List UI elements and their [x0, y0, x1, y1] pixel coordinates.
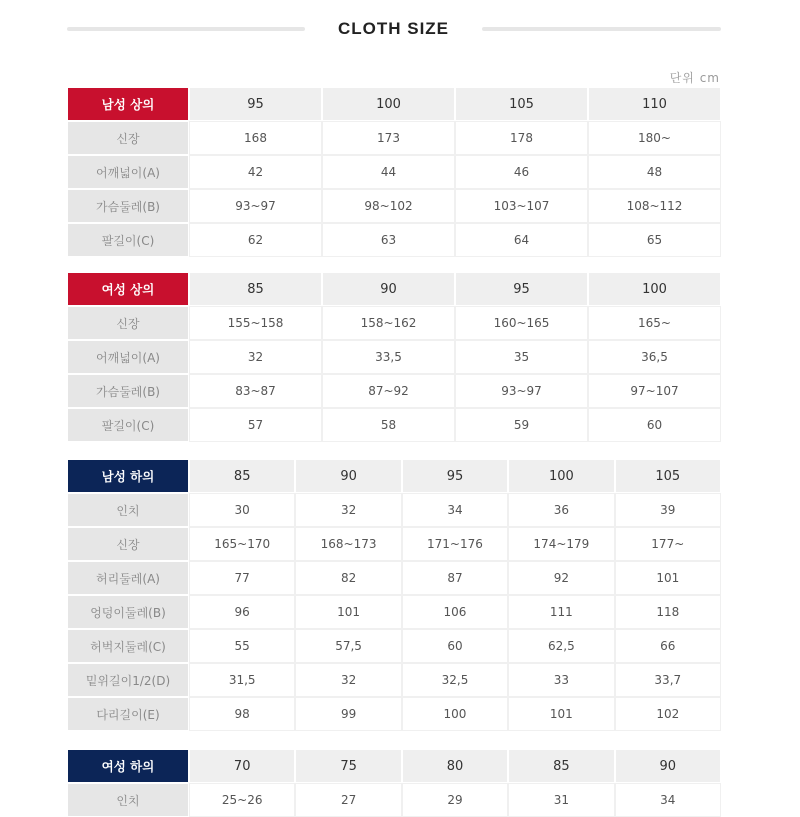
- value-cell: 173: [322, 121, 455, 155]
- row-label: 엉덩이둘레(B): [67, 595, 189, 629]
- value-cell: 32: [295, 493, 401, 527]
- value-cell: 98: [189, 697, 295, 731]
- header-divider-left: [67, 27, 305, 31]
- value-cell: 60: [588, 408, 721, 442]
- value-cell: 60: [402, 629, 508, 663]
- value-cell: 106: [402, 595, 508, 629]
- value-cell: 39: [615, 493, 721, 527]
- value-cell: 32: [295, 663, 401, 697]
- value-cell: 155~158: [189, 306, 322, 340]
- table-row: [67, 408, 721, 442]
- value-cell: 101: [615, 561, 721, 595]
- size-table: [67, 459, 721, 731]
- size-header-cell: 85: [189, 459, 295, 493]
- value-cell: 174~179: [508, 527, 614, 561]
- value-cell: 55: [189, 629, 295, 663]
- value-cell: 32: [189, 340, 322, 374]
- value-cell: 58: [322, 408, 455, 442]
- size-header-cell: 80: [402, 749, 508, 783]
- table-row: [67, 189, 721, 223]
- value-cell: 32,5: [402, 663, 508, 697]
- value-cell: 62,5: [508, 629, 614, 663]
- value-cell: 99: [295, 697, 401, 731]
- table-row: [67, 527, 721, 561]
- unit-label: 단위 cm: [669, 71, 720, 85]
- value-cell: 33: [508, 663, 614, 697]
- value-cell: 168~173: [295, 527, 401, 561]
- size-header-cell: 105: [455, 87, 588, 121]
- value-cell: 27: [295, 783, 401, 817]
- value-cell: 87~92: [322, 374, 455, 408]
- size-table: [67, 272, 721, 442]
- value-cell: 168: [189, 121, 322, 155]
- row-label: 가슴둘레(B): [67, 189, 189, 223]
- row-label: 허벅지둘레(C): [67, 629, 189, 663]
- row-label: 어깨넓이(A): [67, 340, 189, 374]
- size-header-cell: 90: [322, 272, 455, 306]
- size-header-cell: 110: [588, 87, 721, 121]
- row-label: 어깨넓이(A): [67, 155, 189, 189]
- table-row: [67, 663, 721, 697]
- value-cell: 111: [508, 595, 614, 629]
- table-header-row: [67, 87, 721, 121]
- table-header-row: [67, 272, 721, 306]
- value-cell: 25~26: [189, 783, 295, 817]
- table-row: [67, 561, 721, 595]
- size-header-cell: 105: [615, 459, 721, 493]
- value-cell: 100: [402, 697, 508, 731]
- value-cell: 180~: [588, 121, 721, 155]
- value-cell: 59: [455, 408, 588, 442]
- value-cell: 160~165: [455, 306, 588, 340]
- size-header-cell: 85: [189, 272, 322, 306]
- value-cell: 98~102: [322, 189, 455, 223]
- value-cell: 177~: [615, 527, 721, 561]
- table-row: [67, 223, 721, 257]
- size-header-cell: 70: [189, 749, 295, 783]
- value-cell: 92: [508, 561, 614, 595]
- value-cell: 33,7: [615, 663, 721, 697]
- page-title: CLOTH SIZE: [337, 19, 450, 38]
- value-cell: 77: [189, 561, 295, 595]
- row-label: 허리둘레(A): [67, 561, 189, 595]
- page-header: [0, 16, 800, 42]
- size-header-cell: 85: [508, 749, 614, 783]
- value-cell: 57: [189, 408, 322, 442]
- table-row: [67, 374, 721, 408]
- category-label: 남성 상의: [67, 87, 189, 121]
- value-cell: 96: [189, 595, 295, 629]
- row-label: 인치: [67, 783, 189, 817]
- size-header-cell: 100: [508, 459, 614, 493]
- size-header-cell: 90: [295, 459, 401, 493]
- value-cell: 36,5: [588, 340, 721, 374]
- size-table: [67, 749, 721, 817]
- value-cell: 93~97: [455, 374, 588, 408]
- value-cell: 42: [189, 155, 322, 189]
- size-header-cell: 95: [402, 459, 508, 493]
- size-header-cell: 75: [295, 749, 401, 783]
- value-cell: 82: [295, 561, 401, 595]
- value-cell: 29: [402, 783, 508, 817]
- value-cell: 62: [189, 223, 322, 257]
- value-cell: 36: [508, 493, 614, 527]
- value-cell: 63: [322, 223, 455, 257]
- value-cell: 31,5: [189, 663, 295, 697]
- size-header-cell: 100: [322, 87, 455, 121]
- value-cell: 34: [615, 783, 721, 817]
- row-label: 팔길이(C): [67, 223, 189, 257]
- value-cell: 66: [615, 629, 721, 663]
- value-cell: 30: [189, 493, 295, 527]
- size-header-cell: 95: [189, 87, 322, 121]
- header-divider-right: [482, 27, 721, 31]
- value-cell: 101: [295, 595, 401, 629]
- value-cell: 65: [588, 223, 721, 257]
- table-row: [67, 595, 721, 629]
- value-cell: 44: [322, 155, 455, 189]
- category-label: 여성 상의: [67, 272, 189, 306]
- table-row: [67, 306, 721, 340]
- row-label: 신장: [67, 121, 189, 155]
- value-cell: 31: [508, 783, 614, 817]
- table-row: [67, 493, 721, 527]
- table-header-row: [67, 459, 721, 493]
- value-cell: 103~107: [455, 189, 588, 223]
- value-cell: 101: [508, 697, 614, 731]
- value-cell: 171~176: [402, 527, 508, 561]
- table-row: [67, 155, 721, 189]
- value-cell: 46: [455, 155, 588, 189]
- value-cell: 93~97: [189, 189, 322, 223]
- value-cell: 158~162: [322, 306, 455, 340]
- size-header-cell: 100: [588, 272, 721, 306]
- value-cell: 34: [402, 493, 508, 527]
- category-label: 여성 하의: [67, 749, 189, 783]
- size-table: [67, 87, 721, 257]
- value-cell: 97~107: [588, 374, 721, 408]
- value-cell: 178: [455, 121, 588, 155]
- value-cell: 87: [402, 561, 508, 595]
- table-row: [67, 697, 721, 731]
- row-label: 가슴둘레(B): [67, 374, 189, 408]
- size-header-cell: 95: [455, 272, 588, 306]
- value-cell: 165~: [588, 306, 721, 340]
- table-row: [67, 121, 721, 155]
- row-label: 신장: [67, 527, 189, 561]
- table-row: [67, 783, 721, 817]
- row-label: 신장: [67, 306, 189, 340]
- category-label: 남성 하의: [67, 459, 189, 493]
- row-label: 다리길이(E): [67, 697, 189, 731]
- value-cell: 165~170: [189, 527, 295, 561]
- table-header-row: [67, 749, 721, 783]
- row-label: 밑위길이1/2(D): [67, 663, 189, 697]
- value-cell: 35: [455, 340, 588, 374]
- value-cell: 83~87: [189, 374, 322, 408]
- table-row: [67, 340, 721, 374]
- table-row: [67, 629, 721, 663]
- value-cell: 48: [588, 155, 721, 189]
- value-cell: 64: [455, 223, 588, 257]
- size-header-cell: 90: [615, 749, 721, 783]
- row-label: 인치: [67, 493, 189, 527]
- value-cell: 102: [615, 697, 721, 731]
- value-cell: 57,5: [295, 629, 401, 663]
- value-cell: 33,5: [322, 340, 455, 374]
- row-label: 팔길이(C): [67, 408, 189, 442]
- value-cell: 118: [615, 595, 721, 629]
- value-cell: 108~112: [588, 189, 721, 223]
